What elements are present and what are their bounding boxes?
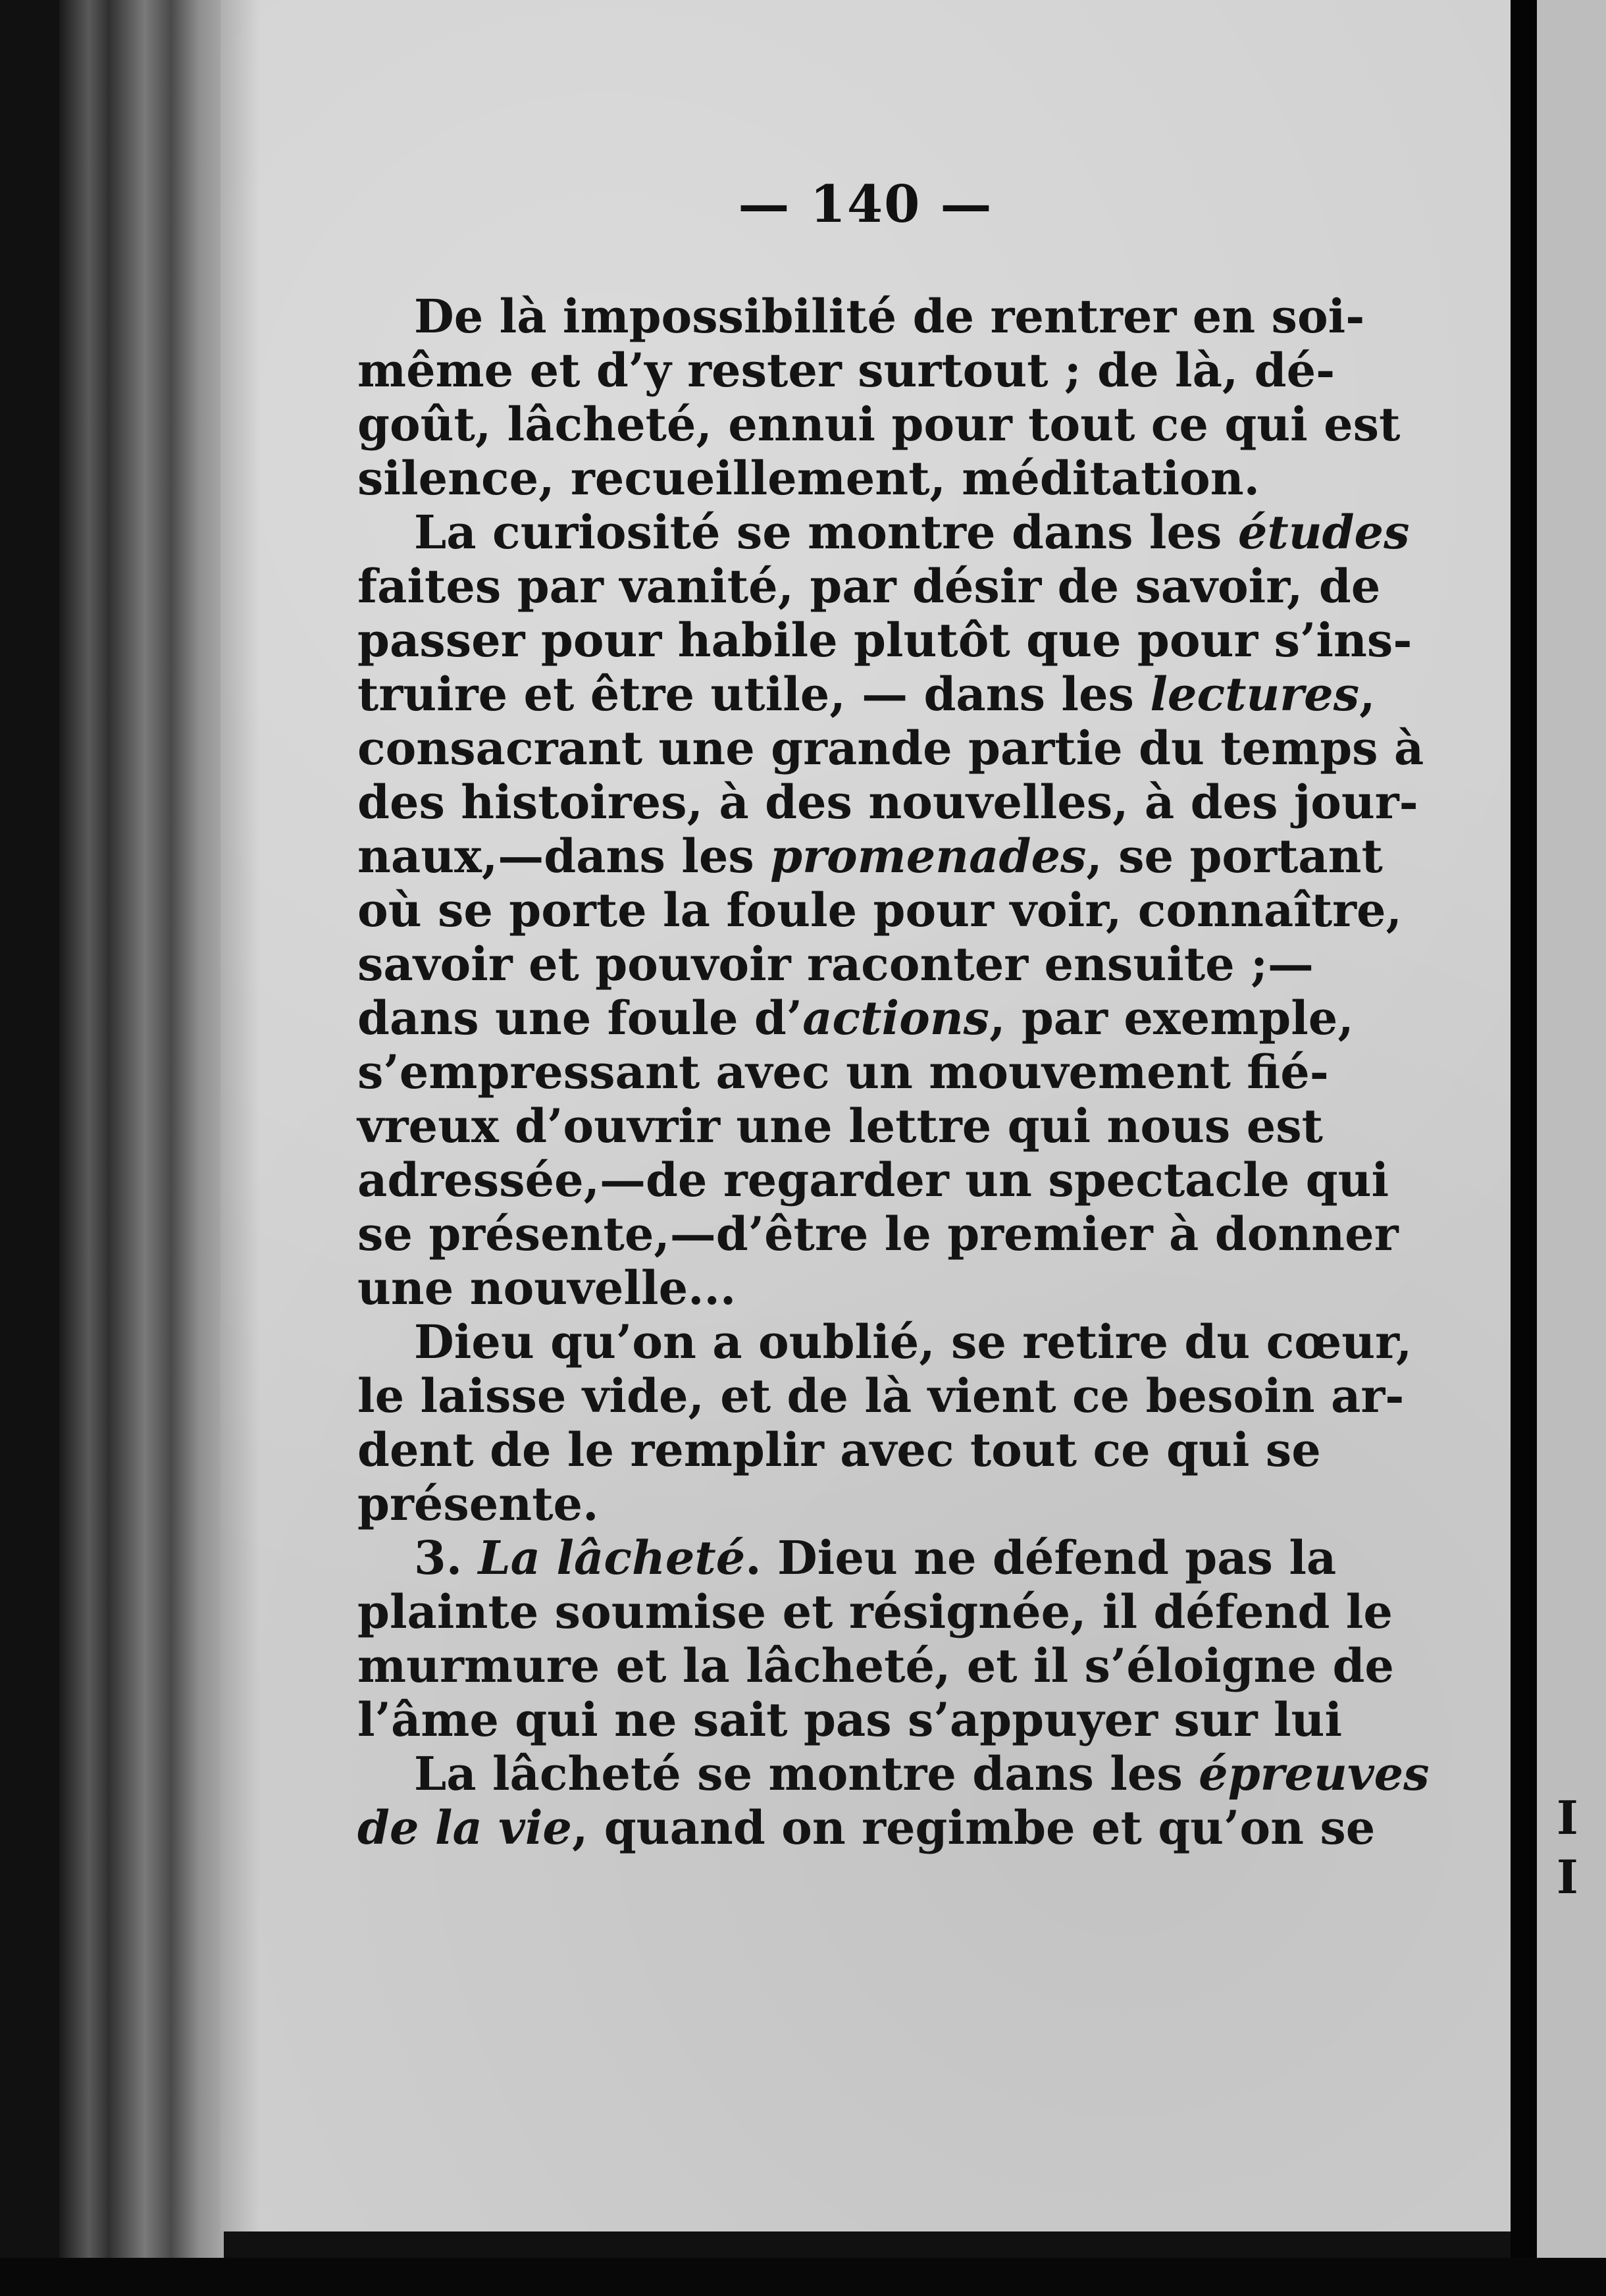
text-line <box>357 1207 1606 1261</box>
text-segment: s’empressant avec un mouvement fié- <box>357 1045 1329 1099</box>
text-line <box>357 1585 1606 1639</box>
text-line <box>357 506 1606 560</box>
text-line <box>357 1639 1606 1693</box>
text-segment: passer pour habile plutôt que pour s’ins- <box>357 613 1412 667</box>
text-segment: l’âme qui ne sait pas s’appuyer sur lui <box>357 1692 1343 1747</box>
text-line <box>357 1801 1606 1855</box>
italic-text: promenades <box>770 829 1087 883</box>
text-line <box>357 1477 1606 1531</box>
text-line <box>357 398 1606 452</box>
text-line <box>357 1423 1606 1477</box>
text-segment: plainte soumise et résignée, il défend le <box>357 1584 1393 1639</box>
text-segment: où se porte la foule pour voir, connaître, <box>357 883 1402 937</box>
text-segment: faites par vanité, par désir de savoir, de <box>357 559 1381 613</box>
scan-bottom-edge <box>0 2258 1606 2296</box>
body-text <box>357 290 1606 1855</box>
page-edge-stack <box>59 0 224 2264</box>
text-segment: des histoires, à des nouvelles, à des jour- <box>357 775 1418 829</box>
text-segment: le laisse vide, et de là vient ce besoin ar- <box>357 1369 1405 1423</box>
text-segment: , <box>1359 667 1376 721</box>
italic-text: de la vie <box>357 1800 572 1855</box>
text-line <box>357 290 1606 344</box>
text-line <box>357 721 1606 775</box>
adjacent-page-letter: I <box>1557 1790 1578 1845</box>
text-line <box>357 1261 1606 1315</box>
text-line <box>357 452 1606 506</box>
book-page <box>220 0 1511 2231</box>
text-segment: dans une foule d’ <box>357 991 803 1045</box>
italic-text: études <box>1237 505 1410 560</box>
adjacent-page-fragment <box>1537 0 1606 2264</box>
text-segment: goût, lâcheté, ennui pour tout ce qui est <box>357 397 1401 452</box>
text-line <box>357 560 1606 613</box>
text-line <box>357 883 1606 937</box>
text-line <box>357 1531 1606 1585</box>
text-segment: . Dieu ne défend pas la <box>745 1530 1337 1585</box>
gutter-shadow <box>220 0 260 2231</box>
text-line <box>357 1369 1606 1423</box>
text-line <box>357 775 1606 829</box>
text-segment: vreux d’ouvrir une lettre qui nous est <box>357 1099 1323 1153</box>
text-line <box>357 344 1606 398</box>
page-border <box>1511 0 1537 2264</box>
text-segment: une nouvelle... <box>357 1261 737 1315</box>
text-segment: La curiosité se montre dans les <box>414 505 1238 560</box>
italic-text: La lâcheté <box>478 1530 746 1585</box>
text-line <box>357 1315 1606 1369</box>
text-segment: adressée,—de regarder un spectacle qui <box>357 1153 1389 1207</box>
text-segment: De là impossibilité de rentrer en soi- <box>414 289 1365 344</box>
text-segment: La lâcheté se montre dans les <box>414 1746 1199 1801</box>
adjacent-page-letter: I <box>1557 1850 1578 1904</box>
text-segment: truire et être utile, — dans les <box>357 667 1151 721</box>
text-segment: Dieu qu’on a oublié, se retire du cœur, <box>414 1315 1412 1369</box>
text-line <box>357 937 1606 991</box>
text-line <box>357 1747 1606 1801</box>
italic-text: lectures <box>1150 667 1360 721</box>
text-line <box>357 613 1606 667</box>
italic-text: actions <box>802 991 990 1045</box>
text-segment: , se portant <box>1086 829 1383 883</box>
text-line <box>357 667 1606 721</box>
text-segment: , quand on regimbe et qu’on se <box>571 1800 1376 1855</box>
text-line <box>357 1693 1606 1747</box>
text-line <box>357 829 1606 883</box>
text-segment: même et d’y rester surtout ; de là, dé- <box>357 343 1335 398</box>
text-line <box>357 1099 1606 1153</box>
text-segment: naux,—dans les <box>357 829 771 883</box>
text-segment: se présente,—d’être le premier à donner <box>357 1207 1399 1261</box>
text-segment: , par exemple, <box>989 991 1354 1045</box>
italic-text: épreuves <box>1199 1746 1430 1801</box>
text-segment: silence, recueillement, méditation. <box>357 451 1260 506</box>
page-number: — 140 — <box>738 174 993 234</box>
text-segment: murmure et la lâcheté, et il s’éloigne de <box>357 1638 1394 1693</box>
text-segment: consacrant une grande partie du temps à <box>357 721 1424 775</box>
text-segment: savoir et pouvoir raconter ensuite ;— <box>357 937 1314 991</box>
text-line <box>357 1153 1606 1207</box>
text-line <box>357 991 1606 1045</box>
text-segment: présente. <box>357 1476 599 1531</box>
text-segment: dent de le remplir avec tout ce qui se <box>357 1422 1321 1477</box>
text-segment: 3. <box>414 1530 479 1585</box>
text-line <box>357 1045 1606 1099</box>
